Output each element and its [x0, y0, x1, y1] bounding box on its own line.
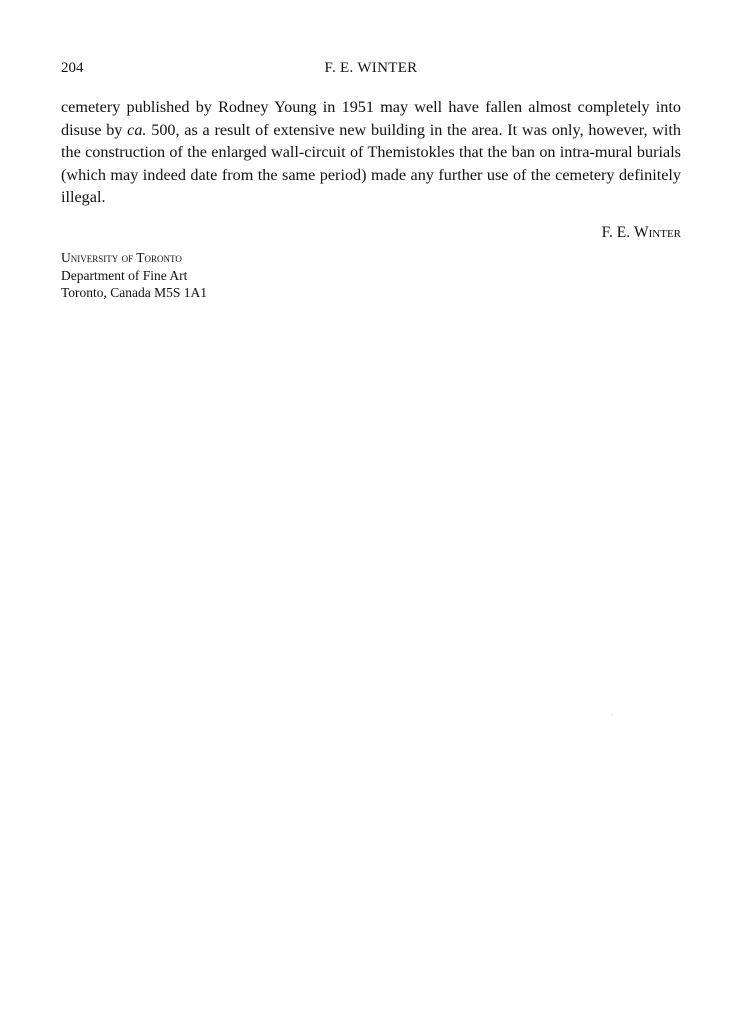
author-surname: Winter: [633, 224, 681, 241]
scan-speck: [612, 714, 613, 715]
affiliation-institution: University of Toronto: [61, 250, 182, 265]
body-paragraph: [61, 96, 681, 209]
body-text-segment: cemetery published by Rodney Young in 1951 may well have fallen almost completely into disuse by: [61, 98, 681, 139]
page-number: 204: [61, 60, 84, 76]
body-text-segment: 500, as a result of extensive new building in the area. It was only, however, with the construction of the enlarged wall-circuit of Themistokles that the ban on intra-mural burials (which may indeed date from the same period) made any further use of the cemetery definitely illegal.: [61, 120, 682, 207]
author-initials: F. E.: [601, 224, 634, 241]
affiliation-department: Department of Fine Art: [61, 267, 188, 283]
running-title: F. E. WINTER: [324, 60, 418, 76]
body-text-italic: ca.: [127, 120, 147, 139]
author-affiliation: [61, 249, 207, 302]
author-signature: [602, 224, 681, 242]
affiliation-address: Toronto, Canada M5S 1A1: [61, 285, 208, 300]
running-head: [61, 60, 681, 82]
